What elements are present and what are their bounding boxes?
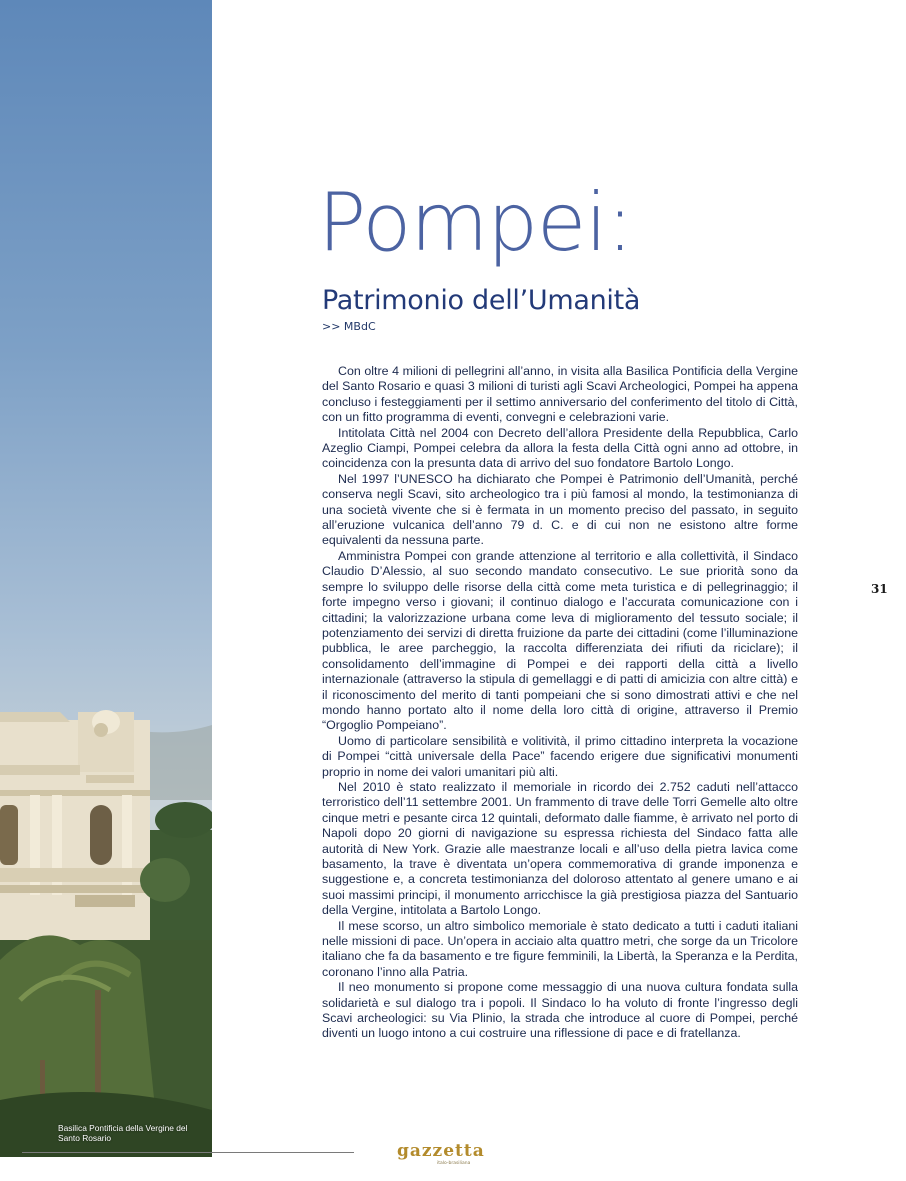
paragraph: Amministra Pompei con grande attenzione al territorio e alla collettività, il Sindaco Claudio D’Alessio, al suo secondo mandato consecutivo. Le sue priorità sono da sempre lo sviluppo delle risorse della città come meta turistica e di pellegrinaggio; il forte impegno verso i giovani; il continuo dialogo e l’accurata comunicazione con i cittadini; la valorizzazione urbana come leva di miglioramento del tessuto sociale; il potenziamento dei servizi di diretta fruizione da parte dei cittadini (come l’illuminazione pubblica, le aree parcheggio, la raccolta differenziata dei rifiuti da riciclare); il consolidamento dell’immagine di Pompei e dei rapporti della città a livello internazionale (attraverso la stipula di gemellaggi e di patti di amicizia con altre città) e il riconoscimento del merito di tanti pompeiani che si sono dimostrati attivi e che nel mondo hanno portato alto il nome della loro città di origine, attraverso il Premio “Orgoglio Pompeiano”. xyxy=(322,548,798,733)
paragraph: Uomo di particolare sensibilità e volitività, il primo cittadino interpreta la vocazione di Pompei “città universale della Pace” facendo erigere due significativi monumenti proprio in nome dei valori umanitari più alti. xyxy=(322,733,798,779)
footer-divider xyxy=(22,1152,354,1153)
logo-subtitle: italo-brasiliana xyxy=(437,1161,471,1166)
article-subtitle: Patrimonio dell’Umanità xyxy=(322,285,641,316)
paragraph: Con oltre 4 milioni di pellegrini all’anno, in visita alla Basilica Pontificia della Vergine del Santo Rosario e quasi 3 milioni di turisti agli Scavi Archeologici, Pompei ha appena concluso i festeggiamenti per il settimo anniversario del conferimento del titolo di Città, con un fitto programma di eventi, convegni e celebrazioni varie. xyxy=(322,364,798,425)
paragraph: Intitolata Città nel 2004 con Decreto dell’allora Presidente della Repubblica, Carlo Azeglio Ciampi, Pompei celebra da allora la festa della Città ogni anno ad ottobre, in coincidenza con la presunta data di arrivo del suo fondatore Bartolo Longo. xyxy=(322,425,798,471)
paragraph: Il mese scorso, un altro simbolico memoriale è stato dedicato a tutti i caduti italiani nelle missioni di pace. Un’opera in acciaio alta quattro metri, che sorge da un Tricolore italiano che fa da basamento e tre figure femminili, la Libertà, la Speranza e la Perdita, coronano l’inno alla Patria. xyxy=(322,918,798,979)
paragraph: Il neo monumento si propone come messaggio di una nuova cultura fondata sulla solidarietà e sul dialogo tra i popoli. Il Sindaco lo ha voluto di fronte l’ingresso degli Scavi archeologici: su Via Plinio, la strada che introduce al cuore di Pompei, perché diventi un luogo intono a cui costruire una riflessione di pace e di fratellanza. xyxy=(322,980,798,1041)
article-body xyxy=(322,364,798,1042)
photo-caption: Basilica Pontificia della Vergine del Santo Rosario xyxy=(58,1123,188,1143)
basilica-illustration xyxy=(0,0,212,1157)
basilica-photo xyxy=(0,0,212,1157)
paragraph: Nel 2010 è stato realizzato il memoriale in ricordo dei 2.752 caduti nell’attacco terroristico dell’11 settembre 2001. Un frammento di trave delle Torri Gemelle alto oltre cinque metri e pesante circa 12 quintali, deformato dalle fiamme, è arrivato nel porto di Napoli dopo 20 giorni di navigazione su espressa richiesta del Sindaco fatta alle autorità di New York. Grazie alle maestranze locali e all’uso della pietra lavica come basamento, la trave è diventata un’opera commemorativa di grande imponenza e suggestione e, a concreta testimonianza del doloroso attentato al genere umano e ai suoi massimi principi, il monumento arricchisce la già prestigiosa piazza del Santuario della Vergine, intitolata a Bartolo Longo. xyxy=(322,779,798,918)
gazzetta-logo xyxy=(397,1141,517,1173)
paragraph: Nel 1997 l’UNESCO ha dichiarato che Pompei è Patrimonio dell’Umanità, perché conserva negli Scavi, sito archeologico tra i più famosi al mondo, la testimonianza di una società vivente che si è fermata in un momento preciso del passato, in seguito all’eruzione vulcanica dell’anno 79 d. C. e di cui non ne esistono altre forme equivalenti da nessuna parte. xyxy=(322,471,798,548)
logo-wordmark: gazzetta xyxy=(397,1141,485,1161)
basilica-facade xyxy=(0,710,150,960)
article-author: >> MBdC xyxy=(322,320,376,333)
page-number: 31 xyxy=(871,582,888,596)
article-title: Pompei: xyxy=(318,176,633,269)
